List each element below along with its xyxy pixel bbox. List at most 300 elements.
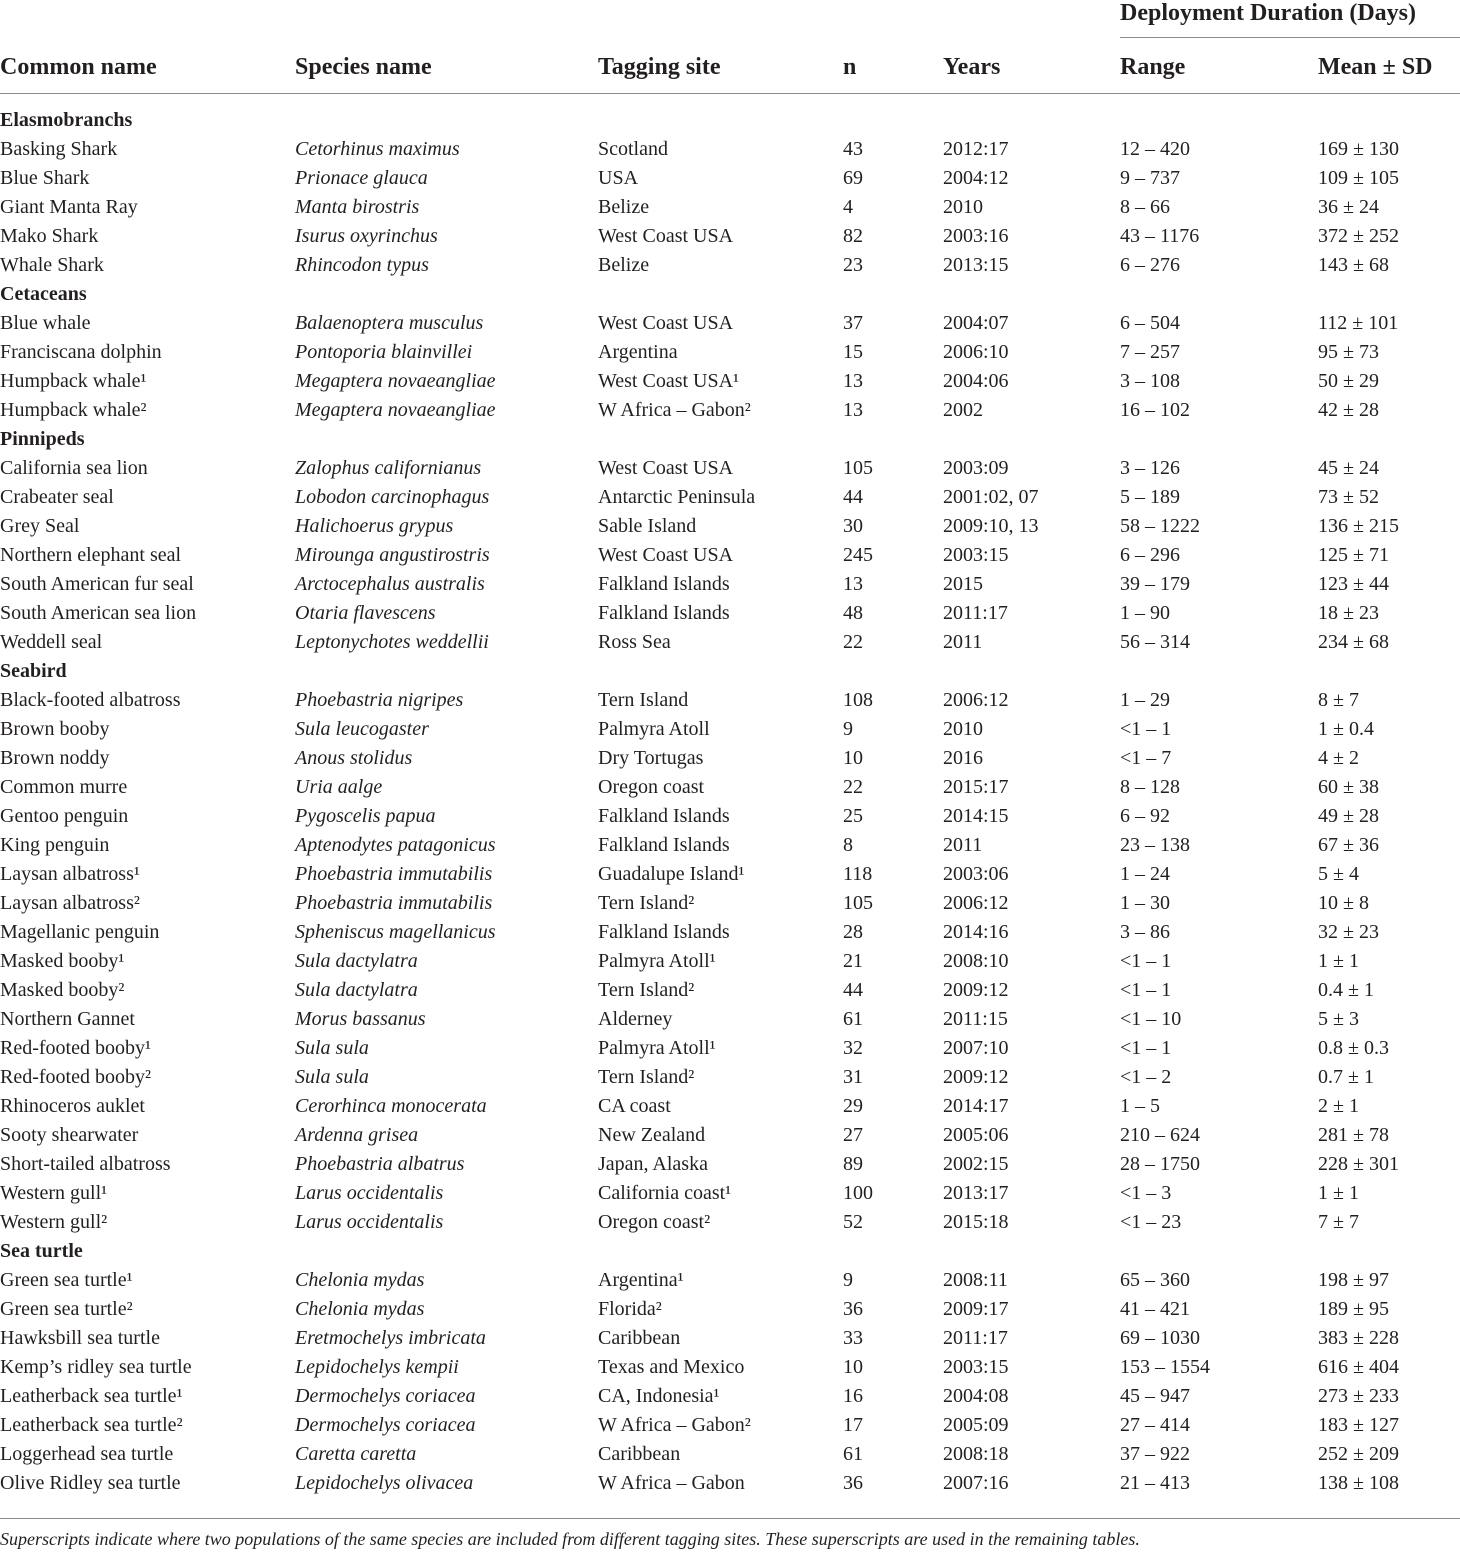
range-cell: <1 – 1 — [1120, 1037, 1172, 1059]
table-row — [0, 1469, 1460, 1498]
table-row — [0, 1150, 1460, 1179]
table-row — [0, 483, 1460, 512]
table-row — [0, 1005, 1460, 1034]
mean-sd-cell: 95 ± 73 — [1318, 341, 1379, 363]
range-cell: 1 – 29 — [1120, 689, 1170, 711]
mean-sd-cell: 1 ± 0.4 — [1318, 718, 1374, 740]
n-cell: 29 — [843, 1095, 863, 1117]
deployment-duration-rule — [1120, 37, 1460, 38]
table-row — [0, 628, 1460, 657]
col-header-mean-sd: Mean ± SD — [1318, 54, 1433, 80]
species-name-cell: Dermochelys coriacea — [295, 1385, 476, 1407]
tagging-site-cell: Antarctic Peninsula — [598, 486, 756, 508]
tagging-site-cell: Caribbean — [598, 1443, 681, 1465]
table-row — [0, 715, 1460, 744]
common-name-cell: Green sea turtle¹ — [0, 1269, 133, 1291]
common-name-cell: Sooty shearwater — [0, 1124, 139, 1146]
years-cell: 2004:12 — [943, 167, 1009, 189]
common-name-cell: Leatherback sea turtle² — [0, 1414, 183, 1436]
mean-sd-cell: 8 ± 7 — [1318, 689, 1359, 711]
range-cell: 9 – 737 — [1120, 167, 1180, 189]
table-row — [0, 570, 1460, 599]
species-name-cell: Arctocephalus australis — [295, 573, 485, 595]
mean-sd-cell: 1 ± 1 — [1318, 1182, 1359, 1204]
mean-sd-cell: 32 ± 23 — [1318, 921, 1379, 943]
col-header-range: Range — [1120, 54, 1186, 80]
n-cell: 21 — [843, 950, 863, 972]
common-name-cell: South American fur seal — [0, 573, 194, 595]
species-name-cell: Sula sula — [295, 1037, 369, 1059]
range-cell: 3 – 126 — [1120, 457, 1180, 479]
common-name-cell: Mako Shark — [0, 225, 99, 247]
range-cell: 6 – 276 — [1120, 254, 1180, 276]
group-label: Sea turtle — [0, 1240, 83, 1262]
species-name-cell: Leptonychotes weddellii — [295, 631, 489, 653]
species-name-cell: Sula leucogaster — [295, 718, 429, 740]
mean-sd-cell: 136 ± 215 — [1318, 515, 1399, 537]
table-bottom-rule — [0, 1518, 1460, 1519]
species-name-cell: Caretta caretta — [295, 1443, 417, 1465]
deployment-duration-header: Deployment Duration (Days) — [1120, 0, 1416, 26]
n-cell: 8 — [843, 834, 853, 856]
n-cell: 13 — [843, 399, 863, 421]
table-row — [0, 1353, 1460, 1382]
tagging-site-cell: Texas and Mexico — [598, 1356, 745, 1378]
table-row — [0, 1324, 1460, 1353]
mean-sd-cell: 123 ± 44 — [1318, 573, 1389, 595]
tagging-site-cell: West Coast USA — [598, 312, 734, 334]
tagging-site-cell: Tern Island² — [598, 1066, 695, 1088]
mean-sd-cell: 383 ± 228 — [1318, 1327, 1399, 1349]
table-row — [0, 1179, 1460, 1208]
mean-sd-cell: 273 ± 233 — [1318, 1385, 1399, 1407]
mean-sd-cell: 2 ± 1 — [1318, 1095, 1359, 1117]
mean-sd-cell: 189 ± 95 — [1318, 1298, 1389, 1320]
mean-sd-cell: 228 ± 301 — [1318, 1153, 1399, 1175]
table-row — [0, 1382, 1460, 1411]
range-cell: <1 – 2 — [1120, 1066, 1172, 1088]
years-cell: 2011:15 — [943, 1008, 1008, 1030]
species-name-cell: Balaenoptera musculus — [295, 312, 484, 334]
common-name-cell: Hawksbill sea turtle — [0, 1327, 160, 1349]
tagging-site-cell: Scotland — [598, 138, 668, 160]
mean-sd-cell: 49 ± 28 — [1318, 805, 1379, 827]
years-cell: 2005:09 — [943, 1414, 1009, 1436]
species-name-cell: Zalophus californianus — [295, 457, 482, 479]
years-cell: 2010 — [943, 196, 983, 218]
range-cell: <1 – 1 — [1120, 979, 1172, 1001]
n-cell: 44 — [843, 979, 863, 1001]
table-row — [0, 1121, 1460, 1150]
range-cell: <1 – 1 — [1120, 718, 1172, 740]
common-name-cell: King penguin — [0, 834, 110, 856]
n-cell: 105 — [843, 892, 873, 914]
n-cell: 36 — [843, 1298, 863, 1320]
table-row — [0, 222, 1460, 251]
range-cell: 8 – 128 — [1120, 776, 1180, 798]
species-name-cell: Uria aalge — [295, 776, 383, 798]
group-row — [0, 425, 1460, 454]
tagging-site-cell: Tern Island² — [598, 979, 695, 1001]
range-cell: 1 – 90 — [1120, 602, 1170, 624]
range-cell: 6 – 504 — [1120, 312, 1180, 334]
years-cell: 2004:07 — [943, 312, 1009, 334]
species-name-cell: Lepidochelys olivacea — [295, 1472, 474, 1494]
mean-sd-cell: 67 ± 36 — [1318, 834, 1379, 856]
mean-sd-cell: 4 ± 2 — [1318, 747, 1359, 769]
common-name-cell: Brown booby — [0, 718, 110, 740]
group-label: Seabird — [0, 660, 67, 682]
tagging-site-cell: Belize — [598, 196, 650, 218]
mean-sd-cell: 138 ± 108 — [1318, 1472, 1399, 1494]
table-row — [0, 1034, 1460, 1063]
years-cell: 2014:15 — [943, 805, 1009, 827]
range-cell: 65 – 360 — [1120, 1269, 1190, 1291]
tagging-site-cell: California coast¹ — [598, 1182, 732, 1204]
n-cell: 48 — [843, 602, 863, 624]
n-cell: 22 — [843, 631, 863, 653]
common-name-cell: Common murre — [0, 776, 128, 798]
species-name-cell: Ardenna grisea — [295, 1124, 419, 1146]
years-cell: 2009:12 — [943, 979, 1009, 1001]
years-cell: 2013:15 — [943, 254, 1009, 276]
species-name-cell: Chelonia mydas — [295, 1269, 425, 1291]
n-cell: 37 — [843, 312, 863, 334]
common-name-cell: Northern Gannet — [0, 1008, 135, 1030]
table-row — [0, 1266, 1460, 1295]
common-name-cell: Gentoo penguin — [0, 805, 129, 827]
tagging-site-cell: Palmyra Atoll¹ — [598, 1037, 716, 1059]
table-row — [0, 1208, 1460, 1237]
range-cell: 43 – 1176 — [1120, 225, 1200, 247]
group-label: Pinnipeds — [0, 428, 85, 450]
years-cell: 2003:15 — [943, 544, 1009, 566]
tagging-site-cell: CA, Indonesia¹ — [598, 1385, 720, 1407]
years-cell: 2007:10 — [943, 1037, 1009, 1059]
species-name-cell: Otaria flavescens — [295, 602, 436, 624]
range-cell: 69 – 1030 — [1120, 1327, 1200, 1349]
species-name-cell: Larus occidentalis — [295, 1211, 444, 1233]
tagging-site-cell: Guadalupe Island¹ — [598, 863, 745, 885]
common-name-cell: Masked booby² — [0, 979, 125, 1001]
mean-sd-cell: 281 ± 78 — [1318, 1124, 1389, 1146]
tagging-site-cell: Caribbean — [598, 1327, 681, 1349]
species-name-cell: Isurus oxyrinchus — [295, 225, 438, 247]
mean-sd-cell: 7 ± 7 — [1318, 1211, 1359, 1233]
tagging-site-cell: Tern Island — [598, 689, 689, 711]
n-cell: 108 — [843, 689, 873, 711]
years-cell: 2008:11 — [943, 1269, 1008, 1291]
common-name-cell: Masked booby¹ — [0, 950, 125, 972]
common-name-cell: Rhinoceros auklet — [0, 1095, 145, 1117]
footnote: Superscripts indicate where two populations of the same species are included from different tagging sites. These superscripts are used in the remaining tables. — [0, 1529, 1140, 1549]
common-name-cell: Blue Shark — [0, 167, 90, 189]
n-cell: 118 — [843, 863, 873, 885]
table-row — [0, 918, 1460, 947]
years-cell: 2008:18 — [943, 1443, 1009, 1465]
years-cell: 2004:08 — [943, 1385, 1009, 1407]
years-cell: 2003:15 — [943, 1356, 1009, 1378]
range-cell: 16 – 102 — [1120, 399, 1190, 421]
species-name-cell: Cetorhinus maximus — [295, 138, 460, 160]
table-row — [0, 599, 1460, 628]
common-name-cell: California sea lion — [0, 457, 148, 479]
table-row — [0, 1411, 1460, 1440]
years-cell: 2011:17 — [943, 1327, 1008, 1349]
group-row — [0, 106, 1460, 135]
years-cell: 2005:06 — [943, 1124, 1009, 1146]
species-name-cell: Manta birostris — [295, 196, 420, 218]
group-row — [0, 280, 1460, 309]
n-cell: 61 — [843, 1443, 863, 1465]
mean-sd-cell: 112 ± 101 — [1318, 312, 1399, 334]
range-cell: 210 – 624 — [1120, 1124, 1200, 1146]
range-cell: 153 – 1554 — [1120, 1356, 1210, 1378]
table-row — [0, 396, 1460, 425]
common-name-cell: Western gull¹ — [0, 1182, 108, 1204]
n-cell: 17 — [843, 1414, 863, 1436]
species-name-cell: Mirounga angustirostris — [295, 544, 490, 566]
tagging-site-cell: Argentina¹ — [598, 1269, 684, 1291]
common-name-cell: South American sea lion — [0, 602, 197, 624]
mean-sd-cell: 5 ± 3 — [1318, 1008, 1359, 1030]
range-cell: <1 – 3 — [1120, 1182, 1172, 1204]
n-cell: 22 — [843, 776, 863, 798]
range-cell: 3 – 86 — [1120, 921, 1170, 943]
table-row — [0, 976, 1460, 1005]
n-cell: 25 — [843, 805, 863, 827]
table-row — [0, 802, 1460, 831]
common-name-cell: Basking Shark — [0, 138, 118, 160]
years-cell: 2007:16 — [943, 1472, 1009, 1494]
species-name-cell: Morus bassanus — [295, 1008, 426, 1030]
tagging-site-cell: Argentina — [598, 341, 678, 363]
years-cell: 2008:10 — [943, 950, 1009, 972]
range-cell: 21 – 413 — [1120, 1472, 1190, 1494]
species-name-cell: Rhincodon typus — [295, 254, 429, 276]
mean-sd-cell: 73 ± 52 — [1318, 486, 1379, 508]
years-cell: 2011 — [943, 834, 983, 856]
table-row — [0, 860, 1460, 889]
common-name-cell: Leatherback sea turtle¹ — [0, 1385, 183, 1407]
table-row — [0, 512, 1460, 541]
table-row — [0, 947, 1460, 976]
tagging-site-cell: Ross Sea — [598, 631, 671, 653]
tagging-site-cell: Japan, Alaska — [598, 1153, 708, 1175]
table-row — [0, 1440, 1460, 1469]
n-cell: 27 — [843, 1124, 863, 1146]
range-cell: 1 – 24 — [1120, 863, 1170, 885]
years-cell: 2009:17 — [943, 1298, 1009, 1320]
table-row — [0, 744, 1460, 773]
species-name-cell: Anous stolidus — [295, 747, 413, 769]
range-cell: <1 – 7 — [1120, 747, 1172, 769]
range-cell: 7 – 257 — [1120, 341, 1180, 363]
table-row — [0, 686, 1460, 715]
common-name-cell: Weddell seal — [0, 631, 103, 653]
species-name-cell: Dermochelys coriacea — [295, 1414, 476, 1436]
tagging-site-cell: W Africa – Gabon² — [598, 399, 751, 421]
table-row — [0, 831, 1460, 860]
tagging-site-cell: Falkland Islands — [598, 805, 730, 827]
n-cell: 100 — [843, 1182, 873, 1204]
years-cell: 2015:17 — [943, 776, 1009, 798]
n-cell: 52 — [843, 1211, 863, 1233]
tagging-site-cell: Palmyra Atoll¹ — [598, 950, 716, 972]
range-cell: 12 – 420 — [1120, 138, 1190, 160]
n-cell: 9 — [843, 718, 853, 740]
years-cell: 2015:18 — [943, 1211, 1009, 1233]
n-cell: 32 — [843, 1037, 863, 1059]
common-name-cell: Franciscana dolphin — [0, 341, 162, 363]
table-row — [0, 773, 1460, 802]
mean-sd-cell: 5 ± 4 — [1318, 863, 1359, 885]
years-cell: 2003:16 — [943, 225, 1009, 247]
years-cell: 2006:12 — [943, 892, 1009, 914]
years-cell: 2015 — [943, 573, 983, 595]
species-name-cell: Megaptera novaeangliae — [295, 370, 496, 392]
range-cell: <1 – 1 — [1120, 950, 1172, 972]
common-name-cell: Loggerhead sea turtle — [0, 1443, 174, 1465]
species-name-cell: Pygoscelis papua — [295, 805, 436, 827]
tagging-site-cell: Alderney — [598, 1008, 673, 1030]
years-cell: 2009:10, 13 — [943, 515, 1039, 537]
common-name-cell: Blue whale — [0, 312, 91, 334]
common-name-cell: Black-footed albatross — [0, 689, 181, 711]
mean-sd-cell: 109 ± 105 — [1318, 167, 1399, 189]
n-cell: 89 — [843, 1153, 863, 1175]
table-row — [0, 1063, 1460, 1092]
species-name-cell: Spheniscus magellanicus — [295, 921, 496, 943]
mean-sd-cell: 198 ± 97 — [1318, 1269, 1389, 1291]
group-label: Cetaceans — [0, 283, 87, 305]
n-cell: 33 — [843, 1327, 863, 1349]
common-name-cell: Humpback whale² — [0, 399, 147, 421]
range-cell: 37 – 922 — [1120, 1443, 1190, 1465]
tagging-site-cell: Oregon coast² — [598, 1211, 711, 1233]
species-name-cell: Chelonia mydas — [295, 1298, 425, 1320]
group-row — [0, 1237, 1460, 1266]
group-row — [0, 657, 1460, 686]
n-cell: 10 — [843, 747, 863, 769]
species-name-cell: Megaptera novaeangliae — [295, 399, 496, 421]
n-cell: 82 — [843, 225, 863, 247]
n-cell: 30 — [843, 515, 863, 537]
tagging-site-cell: Falkland Islands — [598, 573, 730, 595]
common-name-cell: Grey Seal — [0, 515, 80, 537]
common-name-cell: Western gull² — [0, 1211, 108, 1233]
table-row — [0, 338, 1460, 367]
n-cell: 23 — [843, 254, 863, 276]
mean-sd-cell: 50 ± 29 — [1318, 370, 1379, 392]
species-name-cell: Eretmochelys imbricata — [295, 1327, 486, 1349]
header-bottom-rule — [0, 93, 1460, 94]
range-cell: 6 – 92 — [1120, 805, 1170, 827]
common-name-cell: Giant Manta Ray — [0, 196, 138, 218]
range-cell: 56 – 314 — [1120, 631, 1190, 653]
table-row — [0, 251, 1460, 280]
years-cell: 2009:12 — [943, 1066, 1009, 1088]
species-name-cell: Pontoporia blainvillei — [295, 341, 473, 363]
range-cell: 1 – 30 — [1120, 892, 1170, 914]
species-name-cell: Phoebastria nigripes — [295, 689, 464, 711]
n-cell: 69 — [843, 167, 863, 189]
table-body — [0, 106, 1460, 1498]
years-cell: 2014:17 — [943, 1095, 1009, 1117]
range-cell: 8 – 66 — [1120, 196, 1170, 218]
years-cell: 2006:12 — [943, 689, 1009, 711]
n-cell: 31 — [843, 1066, 863, 1088]
n-cell: 13 — [843, 370, 863, 392]
years-cell: 2002 — [943, 399, 983, 421]
table-row — [0, 1295, 1460, 1324]
years-cell: 2012:17 — [943, 138, 1009, 160]
species-name-cell: Prionace glauca — [295, 167, 428, 189]
mean-sd-cell: 45 ± 24 — [1318, 457, 1379, 479]
range-cell: 6 – 296 — [1120, 544, 1180, 566]
tagging-site-cell: West Coast USA — [598, 544, 734, 566]
col-header-species-name: Species name — [295, 54, 432, 80]
common-name-cell: Northern elephant seal — [0, 544, 182, 566]
species-name-cell: Phoebastria immutabilis — [295, 892, 493, 914]
tagging-site-cell: West Coast USA — [598, 225, 734, 247]
species-name-cell: Sula dactylatra — [295, 979, 418, 1001]
n-cell: 44 — [843, 486, 863, 508]
range-cell: <1 – 23 — [1120, 1211, 1182, 1233]
species-name-cell: Lepidochelys kempii — [295, 1356, 459, 1378]
n-cell: 15 — [843, 341, 863, 363]
table-row — [0, 541, 1460, 570]
years-cell: 2001:02, 07 — [943, 486, 1039, 508]
table-row — [0, 1092, 1460, 1121]
mean-sd-cell: 10 ± 8 — [1318, 892, 1369, 914]
mean-sd-cell: 372 ± 252 — [1318, 225, 1399, 247]
common-name-cell: Brown noddy — [0, 747, 110, 769]
species-name-cell: Phoebastria albatrus — [295, 1153, 465, 1175]
mean-sd-cell: 0.7 ± 1 — [1318, 1066, 1374, 1088]
years-cell: 2010 — [943, 718, 983, 740]
common-name-cell: Magellanic penguin — [0, 921, 160, 943]
mean-sd-cell: 616 ± 404 — [1318, 1356, 1399, 1378]
range-cell: 1 – 5 — [1120, 1095, 1160, 1117]
group-label: Elasmobranchs — [0, 109, 133, 131]
tagging-site-cell: Falkland Islands — [598, 602, 730, 624]
years-cell: 2011:17 — [943, 602, 1008, 624]
tagging-site-cell: CA coast — [598, 1095, 671, 1117]
years-cell: 2003:09 — [943, 457, 1009, 479]
range-cell: 27 – 414 — [1120, 1414, 1190, 1436]
tagging-site-cell: Oregon coast — [598, 776, 705, 798]
table-row — [0, 889, 1460, 918]
years-cell: 2003:06 — [943, 863, 1009, 885]
table-row — [0, 454, 1460, 483]
common-name-cell: Short-tailed albatross — [0, 1153, 171, 1175]
tagging-site-cell: USA — [598, 167, 639, 189]
tagging-site-cell: W Africa – Gabon — [598, 1472, 745, 1494]
tagging-site-cell: New Zealand — [598, 1124, 706, 1146]
years-cell: 2014:16 — [943, 921, 1009, 943]
years-cell: 2006:10 — [943, 341, 1009, 363]
mean-sd-cell: 42 ± 28 — [1318, 399, 1379, 421]
n-cell: 9 — [843, 1269, 853, 1291]
mean-sd-cell: 0.4 ± 1 — [1318, 979, 1374, 1001]
n-cell: 61 — [843, 1008, 863, 1030]
years-cell: 2013:17 — [943, 1182, 1009, 1204]
years-cell: 2004:06 — [943, 370, 1009, 392]
tagging-site-cell: West Coast USA — [598, 457, 734, 479]
species-name-cell: Halichoerus grypus — [295, 515, 454, 537]
n-cell: 43 — [843, 138, 863, 160]
